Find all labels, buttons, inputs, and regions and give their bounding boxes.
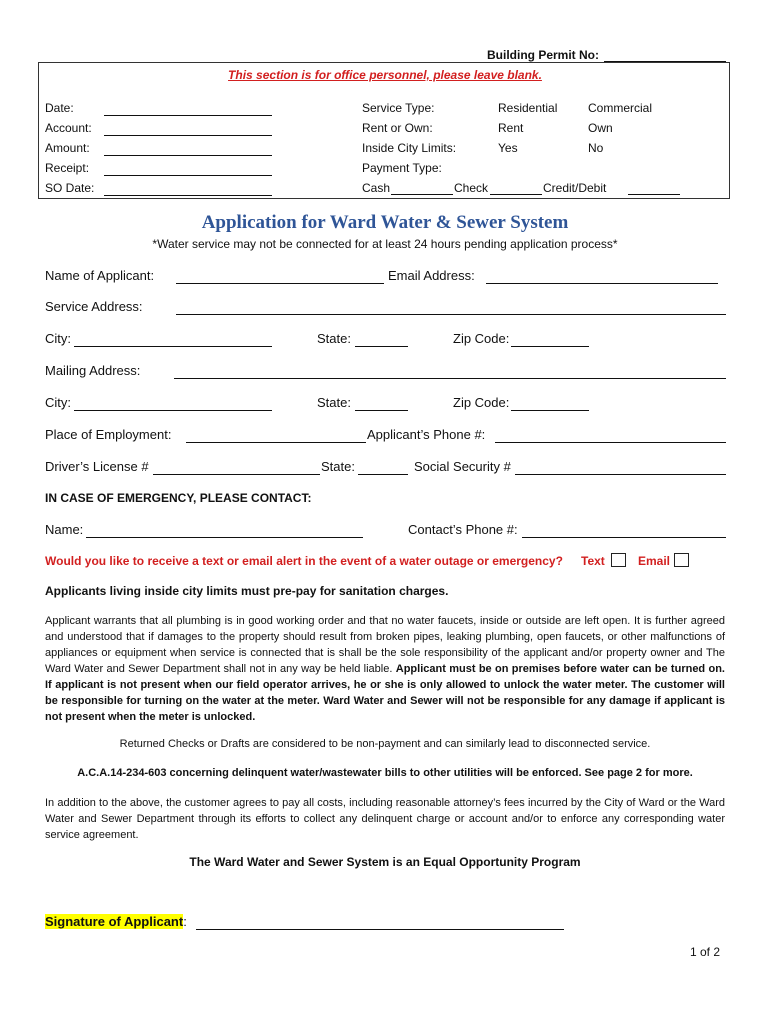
contact-phone-input[interactable] xyxy=(522,537,726,538)
email-address-input[interactable] xyxy=(486,283,718,284)
alert-text-label: Text xyxy=(581,554,605,568)
office-so-date-label: SO Date: xyxy=(45,181,95,195)
option-rent[interactable]: Rent xyxy=(498,121,524,135)
mailing-address-input[interactable] xyxy=(174,378,726,379)
office-so-date-input[interactable] xyxy=(104,195,272,196)
service-type-label: Service Type: xyxy=(362,101,435,115)
payment-type-label: Payment Type: xyxy=(362,161,442,175)
sanitation-notice: Applicants living inside city limits must pre-pay for sanitation charges. xyxy=(45,584,449,598)
payment-credit-label: Credit/Debit xyxy=(543,181,607,195)
emergency-name-label: Name: xyxy=(45,522,84,537)
applicant-phone-input[interactable] xyxy=(495,442,726,443)
mailing-zip-input[interactable] xyxy=(511,410,589,411)
office-receipt-input[interactable] xyxy=(104,175,272,176)
warrant-paragraph xyxy=(45,613,725,725)
mailing-zip-label: Zip Code: xyxy=(453,395,510,410)
service-state-label: State: xyxy=(317,331,351,346)
office-date-input[interactable] xyxy=(104,115,272,116)
office-amount-input[interactable] xyxy=(104,155,272,156)
payment-cash-input[interactable] xyxy=(391,194,453,195)
signature-input[interactable] xyxy=(196,929,564,930)
employment-input[interactable] xyxy=(186,442,366,443)
option-yes[interactable]: Yes xyxy=(498,141,518,155)
office-amount-label: Amount: xyxy=(45,141,90,155)
service-zip-label: Zip Code: xyxy=(453,331,510,346)
warrant-text: Applicant warrants that all plumbing is in good working order and that no water faucets, inside or outside are left open. It is further agreed and understood that if damages to the property should result from broken pipes, leaking plumbing, open faucets, or other malfunctions of appliances or equipment when service is connected that is shall be the sole responsibility of the applicant and/or property owner and The Ward Water and Sewer Department shall not in any way be held liable. xyxy=(45,615,725,675)
drivers-license-input[interactable] xyxy=(153,474,320,475)
warrant-bold-text: Applicant must be on premises before water can be turned on. If applicant is not present when our field operator arrives, he or she is only allowed to unlock the water meter. The customer will be responsible for turning on the water at the meter. Ward Water and Sewer will not be responsible for any damage if applicant is not present when the meter is unlocked. xyxy=(45,663,725,723)
page-number: 1 of 2 xyxy=(690,945,721,959)
signature-label-text: Signature of Applicant xyxy=(45,914,184,929)
alert-email-label: Email xyxy=(638,554,671,568)
service-residential[interactable]: Residential xyxy=(498,101,558,115)
payment-check-input[interactable] xyxy=(490,194,542,195)
alert-email-checkbox[interactable] xyxy=(674,553,689,567)
office-notice: This section is for office personnel, please leave blank. xyxy=(228,68,542,82)
payment-check-label: Check xyxy=(454,181,489,195)
social-security-label: Social Security # xyxy=(414,459,511,474)
service-city-input[interactable] xyxy=(74,346,272,347)
name-applicant-input[interactable] xyxy=(176,283,384,284)
mailing-state-input[interactable] xyxy=(355,410,408,411)
service-state-input[interactable] xyxy=(355,346,408,347)
service-address-input[interactable] xyxy=(176,314,726,315)
service-commercial[interactable]: Commercial xyxy=(588,101,653,115)
payment-credit-input[interactable] xyxy=(628,194,680,195)
alert-text-checkbox[interactable] xyxy=(611,553,626,567)
signature-colon: : xyxy=(183,914,187,929)
social-security-input[interactable] xyxy=(515,474,726,475)
office-account-input[interactable] xyxy=(104,135,272,136)
inside-city-label: Inside City Limits: xyxy=(362,141,457,155)
rent-own-label: Rent or Own: xyxy=(362,121,433,135)
equal-opportunity: The Ward Water and Sewer System is an Equal Opportunity Program xyxy=(189,855,581,869)
emergency-heading: IN CASE OF EMERGENCY, PLEASE CONTACT: xyxy=(45,491,312,505)
aca-notice: A.C.A.14-234-603 concerning delinquent water/wastewater bills to other utilities will be enforced. See page 2 for more. xyxy=(77,767,693,779)
service-city-label: City: xyxy=(45,331,71,346)
mailing-state-label: State: xyxy=(317,395,351,410)
payment-cash-label: Cash xyxy=(362,181,391,195)
mailing-city-label: City: xyxy=(45,395,71,410)
dl-state-label: State: xyxy=(321,459,355,474)
name-applicant-label: Name of Applicant: xyxy=(45,268,155,283)
service-address-label: Service Address: xyxy=(45,299,143,314)
drivers-license-label: Driver’s License # xyxy=(45,459,149,474)
building-permit-label: Building Permit No: xyxy=(487,48,599,62)
email-address-label: Email Address: xyxy=(388,268,475,283)
option-own[interactable]: Own xyxy=(588,121,613,135)
mailing-city-input[interactable] xyxy=(74,410,272,411)
mailing-address-label: Mailing Address: xyxy=(45,363,141,378)
alert-question: Would you like to receive a text or email alert in the event of a water outage or emergency? xyxy=(45,554,563,568)
office-date-label: Date: xyxy=(45,101,74,115)
page-subtitle: *Water service may not be connected for at least 24 hours pending application process* xyxy=(152,237,618,251)
emergency-name-input[interactable] xyxy=(86,537,363,538)
employment-label: Place of Employment: xyxy=(45,427,172,442)
returned-checks: Returned Checks or Drafts are considered to be non-payment and can similarly lead to disconnected service. xyxy=(119,738,651,750)
signature-label xyxy=(45,914,187,929)
dl-state-input[interactable] xyxy=(358,474,408,475)
option-no[interactable]: No xyxy=(588,141,604,155)
costs-paragraph: In addition to the above, the customer agrees to pay all costs, including reasonable attorney’s fees incurred by the City of Ward or the Ward Water and Sewer Department through its efforts to collect any delinquent charge or account and/or to enforce any corresponding water service agreement. xyxy=(45,797,725,841)
applicant-phone-label: Applicant’s Phone #: xyxy=(367,427,486,442)
service-zip-input[interactable] xyxy=(511,346,589,347)
office-account-label: Account: xyxy=(45,121,92,135)
contact-phone-label: Contact’s Phone #: xyxy=(408,522,518,537)
page-title: Application for Ward Water & Sewer System xyxy=(201,212,569,233)
office-receipt-label: Receipt: xyxy=(45,161,90,175)
